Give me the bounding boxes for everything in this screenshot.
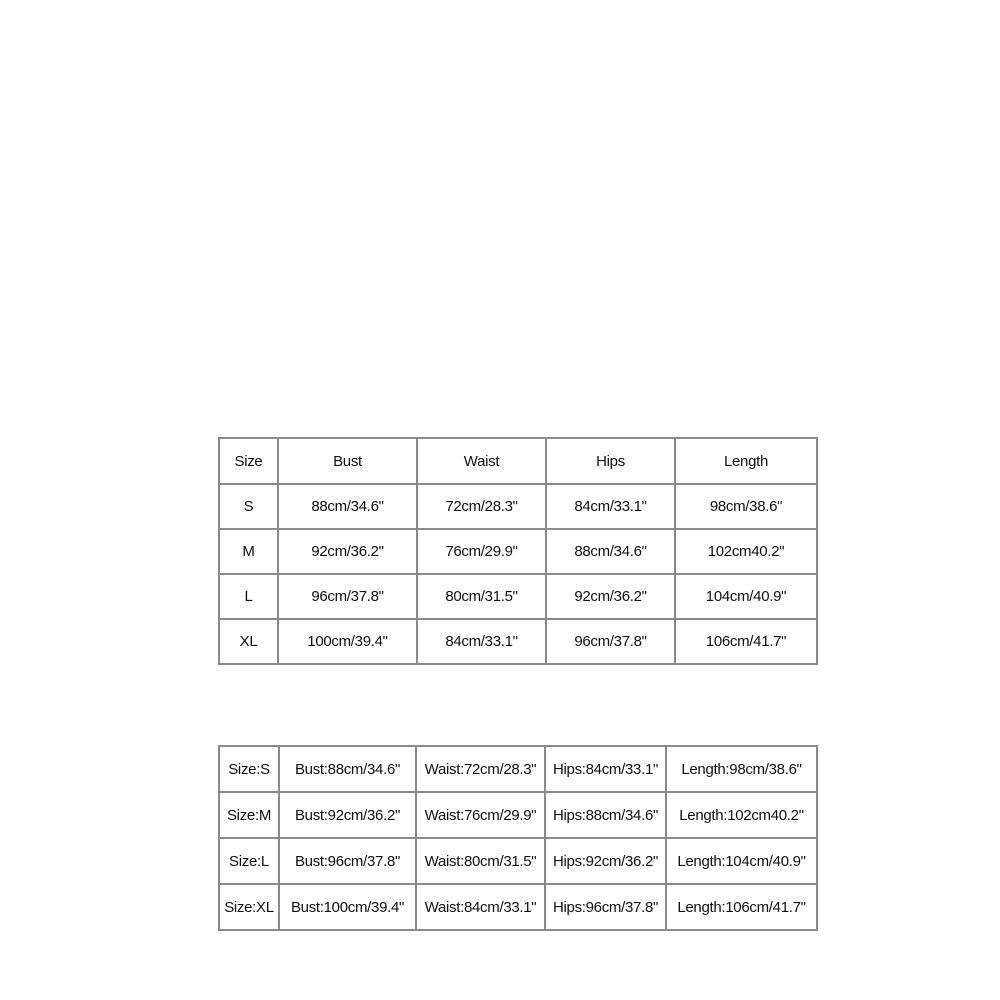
table-cell: Waist:84cm/33.1" xyxy=(416,884,545,930)
size-list-table xyxy=(218,745,818,931)
header-cell-bust: Bust xyxy=(278,438,417,484)
table-cell: Size:XL xyxy=(219,884,279,930)
table-row xyxy=(219,529,817,574)
table-row xyxy=(219,619,817,664)
table-cell: 96cm/37.8" xyxy=(278,574,417,619)
table-cell: 106cm/41.7" xyxy=(675,619,817,664)
table-cell: 98cm/38.6" xyxy=(675,484,817,529)
table-cell: Length:104cm/40.9" xyxy=(666,838,817,884)
header-cell-length: Length xyxy=(675,438,817,484)
table-cell: 96cm/37.8" xyxy=(546,619,675,664)
table-cell: 102cm40.2" xyxy=(675,529,817,574)
table-cell: Length:102cm40.2" xyxy=(666,792,817,838)
table-row xyxy=(219,484,817,529)
table-cell: Size:L xyxy=(219,838,279,884)
table-cell: XL xyxy=(219,619,278,664)
table-cell: 76cm/29.9" xyxy=(417,529,546,574)
table-cell: 88cm/34.6" xyxy=(278,484,417,529)
table-row xyxy=(219,746,817,792)
table-cell: 104cm/40.9" xyxy=(675,574,817,619)
table-row xyxy=(219,884,817,930)
table-cell: 92cm/36.2" xyxy=(546,574,675,619)
table-cell: 92cm/36.2" xyxy=(278,529,417,574)
header-cell-size: Size xyxy=(219,438,278,484)
table-cell: Hips:84cm/33.1" xyxy=(545,746,666,792)
header-cell-hips: Hips xyxy=(546,438,675,484)
table-cell: Hips:88cm/34.6" xyxy=(545,792,666,838)
table-cell: 88cm/34.6" xyxy=(546,529,675,574)
table-cell: Bust:88cm/34.6" xyxy=(279,746,416,792)
table-cell: Hips:92cm/36.2" xyxy=(545,838,666,884)
table-cell: 80cm/31.5" xyxy=(417,574,546,619)
table-row xyxy=(219,792,817,838)
table-cell: 84cm/33.1" xyxy=(546,484,675,529)
table-row xyxy=(219,574,817,619)
table-row xyxy=(219,838,817,884)
table-cell: 84cm/33.1" xyxy=(417,619,546,664)
header-row xyxy=(219,438,817,484)
header-cell-waist: Waist xyxy=(417,438,546,484)
table-cell: L xyxy=(219,574,278,619)
table-cell: Size:M xyxy=(219,792,279,838)
table-cell: 100cm/39.4" xyxy=(278,619,417,664)
table-cell: Length:98cm/38.6" xyxy=(666,746,817,792)
table-cell: 72cm/28.3" xyxy=(417,484,546,529)
table-cell: Bust:100cm/39.4" xyxy=(279,884,416,930)
table-cell: Waist:76cm/29.9" xyxy=(416,792,545,838)
table-cell: S xyxy=(219,484,278,529)
table-cell: Size:S xyxy=(219,746,279,792)
table-cell: M xyxy=(219,529,278,574)
size-chart-table xyxy=(218,437,818,665)
table-cell: Bust:96cm/37.8" xyxy=(279,838,416,884)
table-cell: Waist:80cm/31.5" xyxy=(416,838,545,884)
table-cell: Length:106cm/41.7" xyxy=(666,884,817,930)
table-cell: Waist:72cm/28.3" xyxy=(416,746,545,792)
table-cell: Bust:92cm/36.2" xyxy=(279,792,416,838)
table-cell: Hips:96cm/37.8" xyxy=(545,884,666,930)
